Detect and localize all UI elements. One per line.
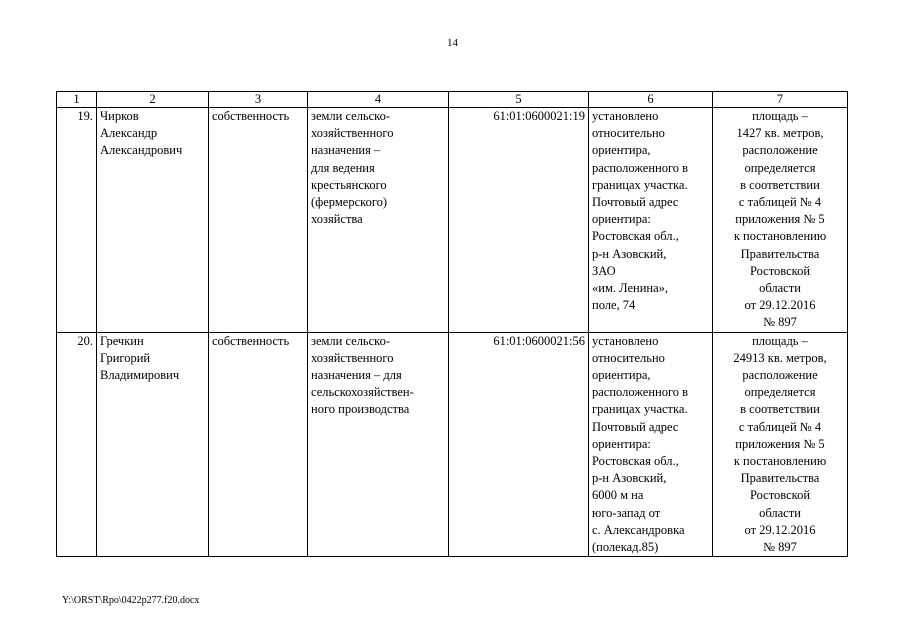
area-line: № 897 [763,315,797,330]
location-line: юго-запад от [592,505,661,520]
location-cell [589,332,713,557]
land-category-line: для ведения [311,160,375,175]
location-line: ориентира, [592,143,651,158]
ownership-right: собственность [209,108,308,333]
location-line: расположенного в [592,160,689,175]
owner-name-line: Гречкин [100,333,144,348]
area-line: с таблицей № 4 [738,195,822,210]
table-row [57,108,848,333]
land-category-line: хозяйственного [311,126,394,141]
header-cell: 3 [209,92,308,108]
cadastral-number: 61:01:0600021:56 [449,332,589,557]
location-line: Почтовый адрес [592,419,679,434]
header-cell: 6 [589,92,713,108]
owner-name-line: Чирков [100,109,139,123]
location-line: относительно [592,350,665,365]
location-line: установлено [592,109,659,123]
location-line: границах участка. [592,177,688,192]
land-category-line: крестьянского [311,177,387,192]
header-cell: 7 [713,92,848,108]
area-line: к постановлению [733,229,827,244]
land-category-line: земли сельско- [311,333,391,348]
location-line: границах участка. [592,402,688,417]
location-line: с. Александровка [592,522,685,537]
header-row [57,92,848,108]
location-line: поле, 74 [592,298,636,313]
header-cell: 1 [57,92,97,108]
owner-name-cell [97,332,209,557]
area-line: приложения № 5 [735,212,825,227]
header-cell: 5 [449,92,589,108]
table-row [57,332,848,557]
location-line: р-н Азовский, [592,471,667,486]
area-line: области [759,505,801,520]
location-line: расположенного в [592,385,689,400]
land-category-line: (фермерского) [311,195,388,210]
header-cell: 2 [97,92,209,108]
location-line: Ростовская обл., [592,229,679,244]
area-line: 1427 кв. метров, [736,126,824,141]
location-line: ориентира: [592,436,651,451]
area-line: определяется [744,385,816,400]
land-category-line: земли сельско- [311,109,391,123]
area-line: от 29.12.2016 [744,298,816,313]
area-line: расположение [742,143,818,158]
location-line: установлено [592,333,659,348]
location-line: относительно [592,126,665,141]
location-line: (полекад.85) [592,540,659,555]
area-line: Ростовской [749,488,811,503]
land-category-line: хозяйственного [311,350,394,365]
owner-name-line: Александр [100,126,158,141]
area-line: области [759,281,801,296]
land-category-line: сельскохозяйствен- [311,385,414,400]
area-line: с таблицей № 4 [738,419,822,434]
area-line: определяется [744,160,816,175]
area-line: площадь – [752,109,808,123]
location-line: ориентира, [592,368,651,383]
area-line: Ростовской [749,263,811,278]
area-line: Правительства [740,246,820,261]
area-line: от 29.12.2016 [744,522,816,537]
cadastral-number: 61:01:0600021:19 [449,108,589,333]
location-line: 6000 м на [592,488,644,503]
area-line: приложения № 5 [735,436,825,451]
location-line: Ростовская обл., [592,454,679,469]
location-line: ЗАО [592,263,616,278]
area-line: в соответствии [740,402,820,417]
land-category-cell [308,332,449,557]
ownership-right: собственность [209,332,308,557]
land-category-line: назначения – [311,143,381,158]
row-number: 19. [57,108,97,333]
area-cell [713,332,848,557]
area-line: 24913 кв. метров, [733,350,827,365]
land-category-line: ного производства [311,402,410,417]
location-cell [589,108,713,333]
land-registry-table [56,91,848,557]
footer-file-path: Y:\ORST\Rpo\0422p277.f20.docx [62,595,200,606]
owner-name-line: Владимирович [100,368,180,383]
area-line: № 897 [763,540,797,555]
location-line: ориентира: [592,212,651,227]
header-cell: 4 [308,92,449,108]
area-line: к постановлению [733,454,827,469]
owner-name-line: Александрович [100,143,183,158]
land-category-line: хозяйства [311,212,363,227]
area-line: расположение [742,368,818,383]
row-number: 20. [57,332,97,557]
land-category-cell [308,108,449,333]
owner-name-cell [97,108,209,333]
location-line: Почтовый адрес [592,195,679,210]
area-cell [713,108,848,333]
location-line: р-н Азовский, [592,246,667,261]
page-number: 14 [447,37,458,49]
area-line: Правительства [740,471,820,486]
area-line: площадь – [752,333,808,348]
owner-name-line: Григорий [100,350,151,365]
land-category-line: назначения – для [311,368,402,383]
area-line: в соответствии [740,177,820,192]
location-line: «им. Ленина», [592,281,669,296]
